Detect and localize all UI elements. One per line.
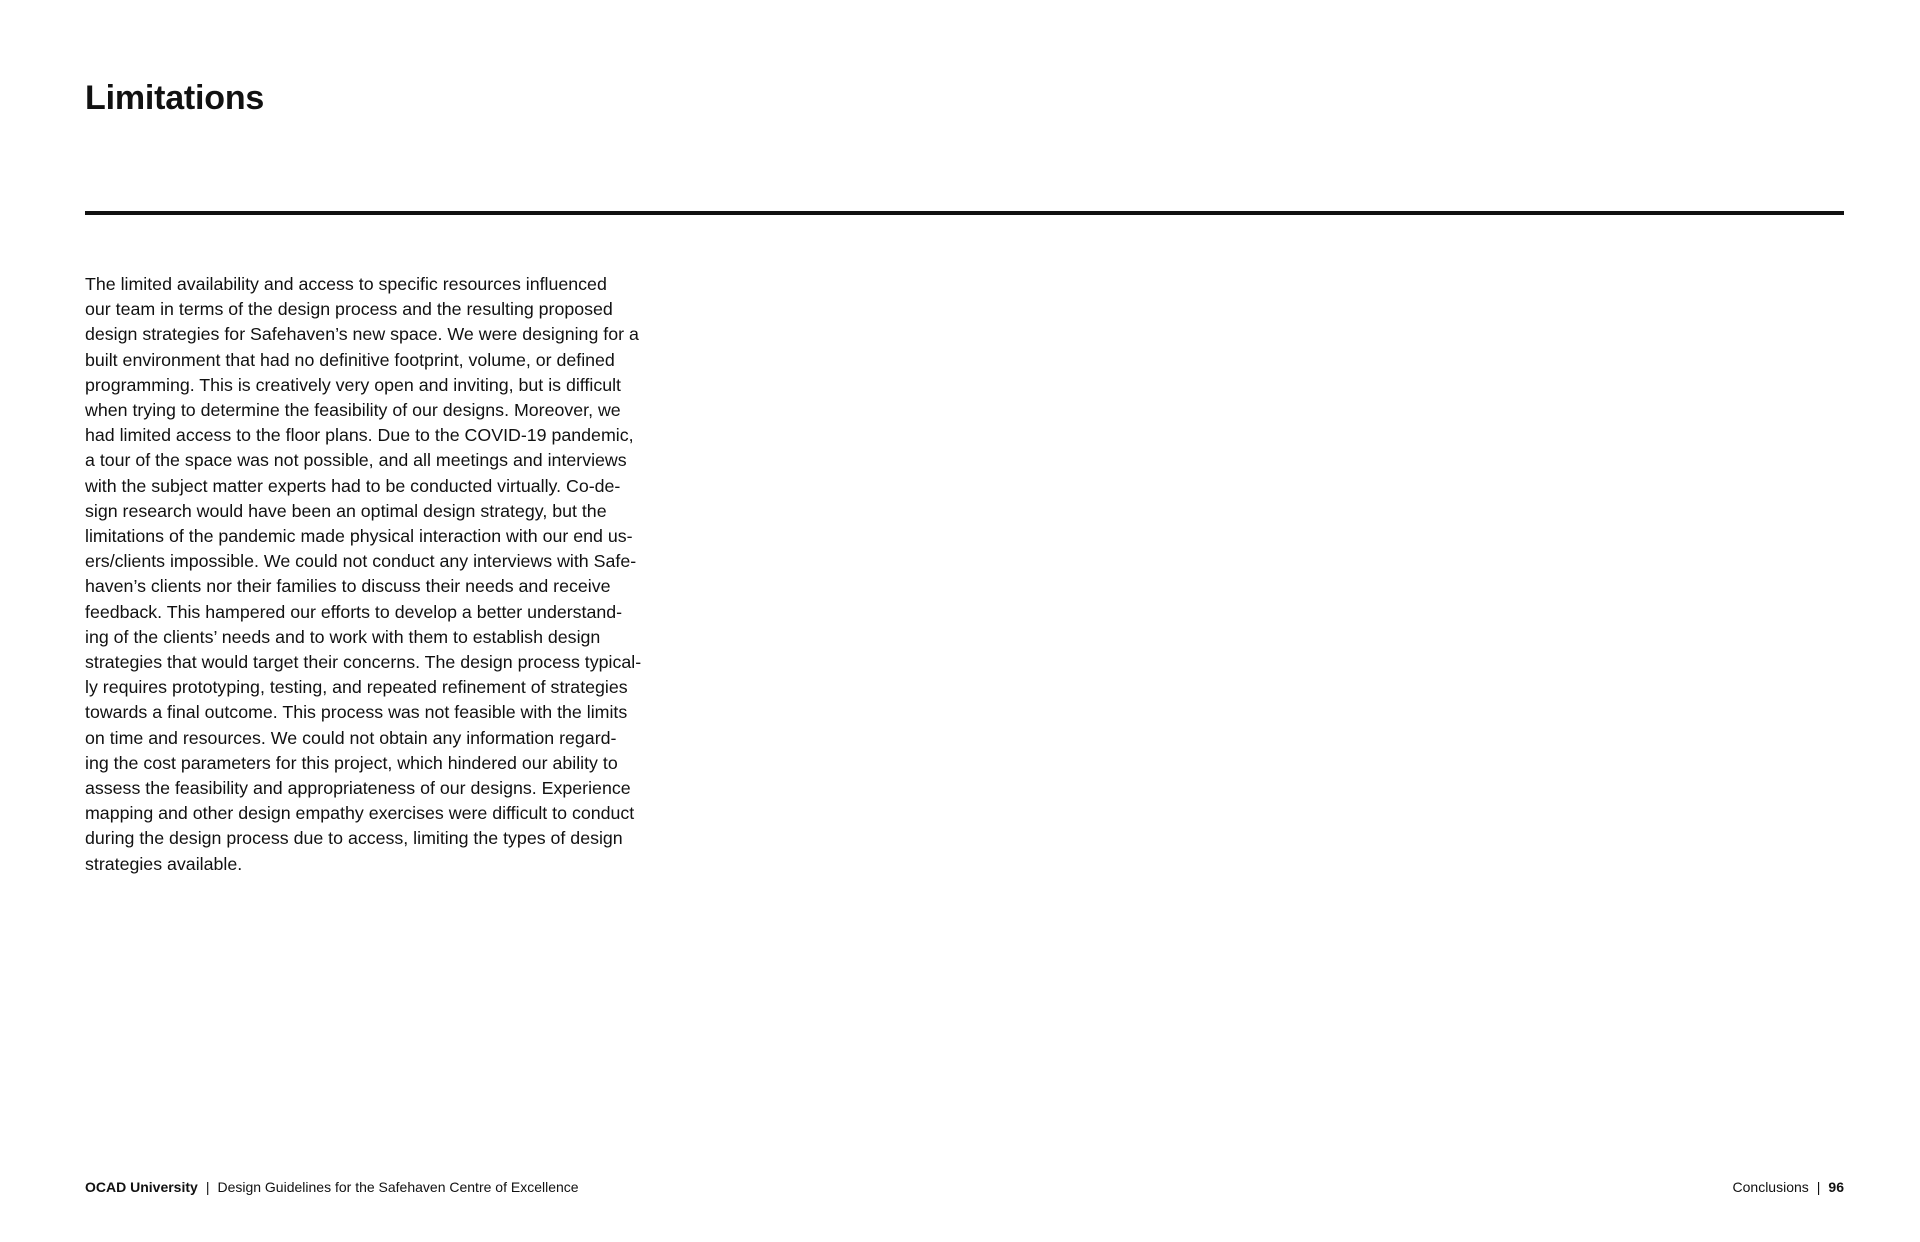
footer-separator: | (1816, 1179, 1821, 1195)
footer-section: Conclusions (1732, 1179, 1809, 1195)
body-line: when trying to determine the feasibility of our designs. Moreover, we (85, 400, 621, 421)
body-line: during the design process due to access, limiting the types of design (85, 828, 623, 849)
title-divider (85, 211, 1844, 215)
body-line: sign research would have been an optimal design strategy, but the (85, 500, 607, 521)
body-line: mapping and other design empathy exercises were difficult to conduct (85, 803, 635, 824)
body-line: The limited availability and access to specific resources influenced (85, 274, 607, 294)
body-line: ing of the clients’ needs and to work with them to establish design (85, 626, 601, 647)
body-line: strategies that would target their concerns. The design process typical- (85, 652, 642, 673)
footer-document-title: Design Guidelines for the Safehaven Centre of Excellence (217, 1179, 579, 1195)
body-paragraph (85, 272, 675, 877)
body-line: towards a final outcome. This process was not feasible with the limits (85, 702, 628, 723)
footer-separator: | (205, 1179, 210, 1195)
footer-left (85, 1178, 579, 1196)
body-line: haven’s clients nor their families to discuss their needs and receive (85, 576, 611, 597)
body-line: assess the feasibility and appropriateness of our designs. Experience (85, 778, 631, 799)
body-line: ing the cost parameters for this project, which hindered our ability to (85, 752, 618, 773)
body-line: design strategies for Safehaven’s new space. We were designing for a (85, 324, 639, 345)
body-line: programming. This is creatively very open and inviting, but is difficult (85, 374, 621, 395)
body-line: limitations of the pandemic made physical interaction with our end us- (85, 526, 633, 547)
body-line: feedback. This hampered our efforts to develop a better understand- (85, 601, 623, 622)
page-title: Limitations (85, 79, 265, 117)
footer-institution: OCAD University (85, 1179, 198, 1195)
body-line: on time and resources. We could not obtain any information regard- (85, 727, 617, 748)
body-line: had limited access to the floor plans. Due to the COVID-19 pandemic, (85, 425, 634, 446)
body-line: our team in terms of the design process and the resulting proposed (85, 299, 613, 320)
body-line: a tour of the space was not possible, and all meetings and interviews (85, 450, 627, 471)
body-line: with the subject matter experts had to be conducted virtually. Co-de- (85, 475, 621, 496)
body-line: ers/clients impossible. We could not conduct any interviews with Safe- (85, 551, 637, 572)
footer-right (1733, 1178, 1844, 1196)
page-number: 96 (1828, 1179, 1844, 1195)
body-line: strategies available. (85, 853, 243, 874)
body-line: ly requires prototyping, testing, and repeated refinement of strategies (85, 677, 628, 698)
body-line: built environment that had no definitive footprint, volume, or defined (85, 349, 615, 370)
